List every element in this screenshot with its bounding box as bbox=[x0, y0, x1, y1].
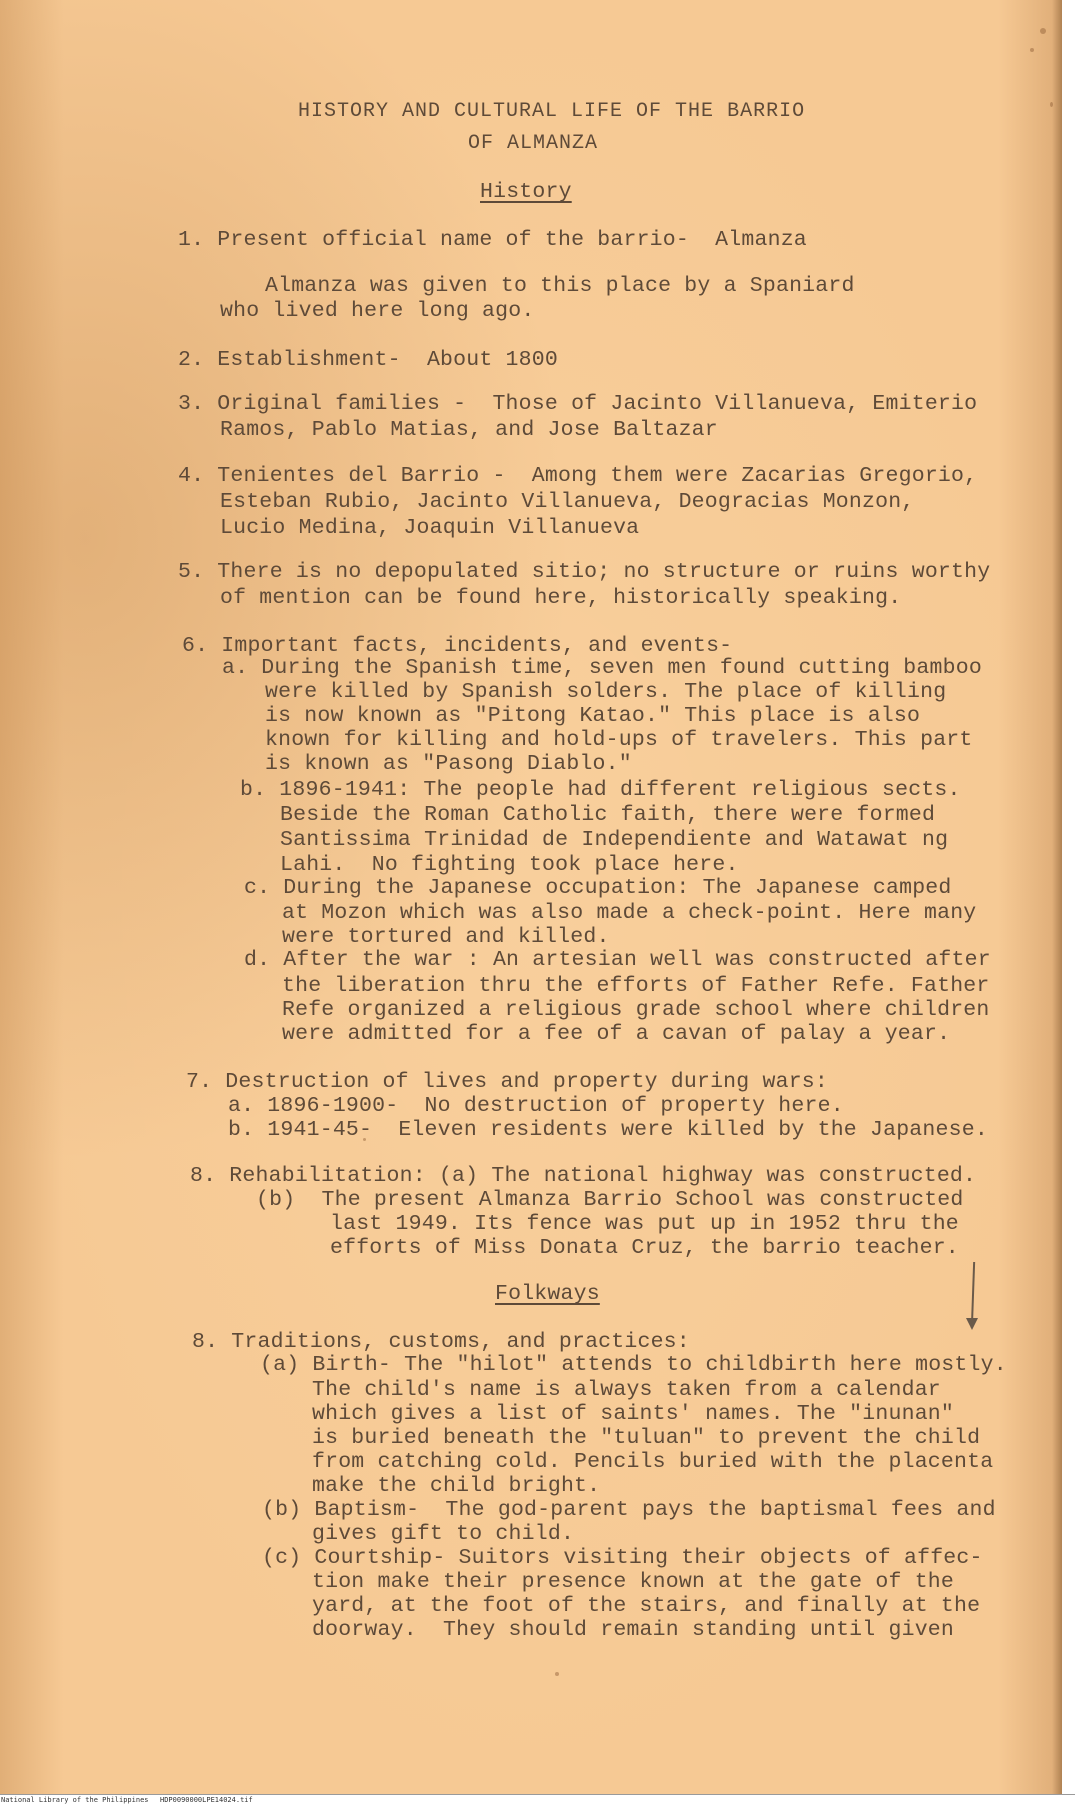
item-9a-line3: which gives a list of saints' names. The "inunan" bbox=[312, 1402, 955, 1426]
item-4-line3: Lucio Medina, Joaquin Villanueva bbox=[220, 516, 640, 540]
item-6d-line1: d. After the war : An artesian well was constructed after bbox=[244, 948, 991, 972]
footer-filename: HDP0090000LPE14024.tif bbox=[160, 1796, 253, 1804]
item-6b-line1: b. 1896-1941: The people had different religious sects. bbox=[240, 778, 961, 802]
item-4-line2: Esteban Rubio, Jacinto Villanueva, Deogracias Monzon, bbox=[220, 490, 915, 514]
ink-speck bbox=[1030, 48, 1034, 52]
item-9c-line2: tion make their presence known at the gate of the bbox=[312, 1570, 955, 1594]
item-9b-line2: gives gift to child. bbox=[312, 1522, 575, 1546]
item-9a-line2: The child's name is always taken from a calendar bbox=[312, 1378, 941, 1402]
item-6d-line4: were admitted for a fee of a cavan of palay a year. bbox=[282, 1022, 951, 1046]
folkways-heading: Folkways bbox=[495, 1282, 600, 1306]
ink-speck bbox=[1040, 28, 1046, 34]
item-1-paragraph-line2: who lived here long ago. bbox=[220, 299, 535, 323]
item-5-line1: 5. There is no depopulated sitio; no structure or ruins worthy bbox=[178, 560, 991, 584]
item-6b-line2: Beside the Roman Catholic faith, there were formed bbox=[280, 803, 936, 827]
item-8-line3: last 1949. Its fence was put up in 1952 thru the bbox=[330, 1212, 959, 1236]
item-5-line2: of mention can be found here, historically speaking. bbox=[220, 586, 902, 610]
item-8-line4: efforts of Miss Donata Cruz, the barrio teacher. bbox=[330, 1236, 959, 1260]
item-9b-line1: (b) Baptism- The god-parent pays the baptismal fees and bbox=[262, 1498, 996, 1522]
item-9c-line1: (c) Courtship- Suitors visiting their objects of affec- bbox=[262, 1546, 983, 1570]
scan-footer bbox=[0, 1794, 1075, 1809]
item-6d-line3: Refe organized a religious grade school where children bbox=[282, 998, 990, 1022]
item-9c-line4: doorway. They should remain standing until given bbox=[312, 1618, 955, 1642]
item-7a: a. 1896-1900- No destruction of property here. bbox=[228, 1094, 844, 1118]
footer-source: National Library of the Philippines bbox=[1, 1796, 149, 1804]
history-heading: History bbox=[480, 180, 572, 204]
item-1: 1. Present official name of the barrio- Almanza bbox=[178, 228, 807, 252]
ink-speck bbox=[555, 1672, 559, 1676]
item-9a-line1: (a) Birth- The "hilot" attends to childbirth here mostly. bbox=[260, 1353, 1007, 1377]
item-6b-line3: Santissima Trinidad de Independiente and Watawat ng bbox=[280, 828, 949, 852]
item-9c-line3: yard, at the foot of the stairs, and finally at the bbox=[312, 1594, 981, 1618]
item-6a-line4: known for killing and hold-ups of travelers. This part bbox=[265, 728, 973, 752]
item-6c-line2: at Mozon which was also made a check-point. Here many bbox=[282, 901, 977, 925]
item-6a-line3: is now known as "Pitong Katao." This place is also bbox=[265, 704, 921, 728]
ink-speck bbox=[1050, 102, 1053, 107]
document-title-line2: OF ALMANZA bbox=[468, 132, 599, 155]
item-8-line2: (b) The present Almanza Barrio School was constructed bbox=[256, 1188, 964, 1212]
item-6c-line1: c. During the Japanese occupation: The Japanese camped bbox=[244, 876, 952, 900]
item-6a-line2: were killed by Spanish solders. The place of killing bbox=[265, 680, 947, 704]
item-2: 2. Establishment- About 1800 bbox=[178, 348, 558, 372]
item-4-line1: 4. Tenientes del Barrio - Among them were Zacarias Gregorio, bbox=[178, 464, 978, 488]
item-9a-line4: is buried beneath the "tuluan" to prevent the child bbox=[312, 1426, 981, 1450]
item-6c-line3: were tortured and killed. bbox=[282, 925, 610, 949]
item-6b-line4: Lahi. No fighting took place here. bbox=[280, 853, 739, 877]
item-6a-line1: a. During the Spanish time, seven men found cutting bamboo bbox=[222, 656, 982, 680]
item-6d-line2: the liberation thru the efforts of Father Refe. Father bbox=[282, 974, 990, 998]
page-edge-shadow bbox=[1052, 0, 1062, 1794]
item-9: 8. Traditions, customs, and practices: bbox=[192, 1330, 690, 1354]
item-7b: b. 1941-45- Eleven residents were killed by the Japanese. bbox=[228, 1118, 988, 1142]
item-3-line2: Ramos, Pablo Matias, and Jose Baltazar bbox=[220, 418, 718, 442]
pen-mark-arrow bbox=[966, 1318, 978, 1330]
item-7: 7. Destruction of lives and property during wars: bbox=[186, 1070, 829, 1094]
item-9a-line6: make the child bright. bbox=[312, 1474, 601, 1498]
item-6: 6. Important facts, incidents, and events- bbox=[182, 634, 733, 658]
item-9a-line5: from catching cold. Pencils buried with the placenta bbox=[312, 1450, 994, 1474]
item-3-line1: 3. Original families - Those of Jacinto Villanueva, Emiterio bbox=[178, 392, 978, 416]
item-6a-line5: is known as "Pasong Diablo." bbox=[265, 752, 632, 776]
item-8-line1: 8. Rehabilitation: (a) The national highway was constructed. bbox=[190, 1164, 977, 1188]
item-1-paragraph-line1: Almanza was given to this place by a Spaniard bbox=[265, 274, 855, 298]
document-title-line1: HISTORY AND CULTURAL LIFE OF THE BARRIO bbox=[298, 100, 806, 123]
